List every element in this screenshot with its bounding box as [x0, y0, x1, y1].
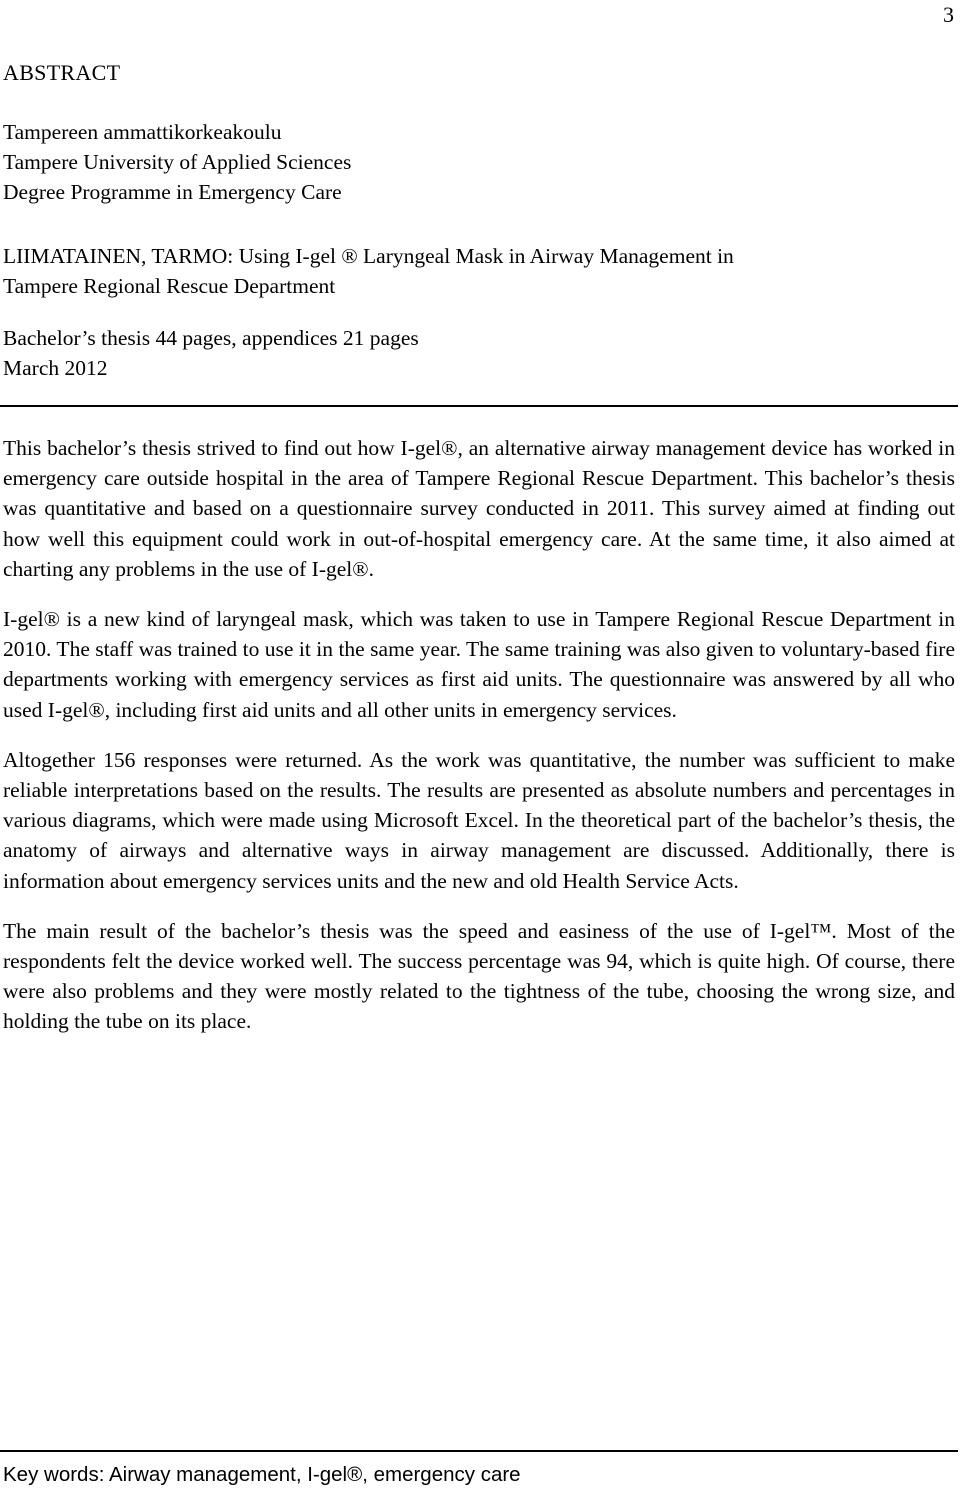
- abstract-paragraph: This bachelor’s thesis strived to find out how I-gel®, an alternative airway management device has worked in emergency care outside hospital in the area of Tampere Regional Rescue Department. This bachelor’s thesis was quantitative and based on a questionnaire survey conducted in 2011. This survey aimed at finding out how well this equipment could work in out-of-hospital emergency care. At the same time, it also aimed at charting any problems in the use of I-gel®.: [3, 436, 955, 581]
- thesis-date: March 2012: [3, 356, 108, 380]
- abstract-paragraph: I-gel® is a new kind of laryngeal mask, which was taken to use in Tampere Regional Rescue Department in 2010. The staff was trained to use it in the same year. The same training was also given to voluntary-based fire departments working with emergency services as first aid units. The questionnaire was answered by all who used I-gel®, including first aid units and all other units in emergency services.: [3, 607, 955, 722]
- thesis-title-line-2: Tampere Regional Rescue Department: [3, 274, 336, 298]
- abstract-paragraph: The main result of the bachelor’s thesis was the speed and easiness of the use of I-gel™. Most of the respondents felt the device worked well. The success percentage was 94, which is quite high. Of course, there were also problems and they were mostly related to the tightness of the tube, choosing the wrong size, and holding the tube on its place.: [3, 918, 955, 1034]
- institution-block: [3, 117, 351, 207]
- institution-name-finnish: Tampereen ammattikorkeakoulu: [3, 120, 282, 144]
- bottom-divider: [0, 1450, 958, 1452]
- abstract-heading: ABSTRACT: [3, 60, 121, 85]
- abstract-body: [3, 433, 955, 1057]
- degree-programme: Degree Programme in Emergency Care: [3, 180, 342, 204]
- top-divider: [0, 405, 958, 407]
- keywords: Key words: Airway management, I-gel®, emergency care: [3, 1463, 521, 1486]
- thesis-title-block: [3, 241, 734, 301]
- thesis-extent: Bachelor’s thesis 44 pages, appendices 21 pages: [3, 326, 419, 350]
- thesis-meta-block: [3, 323, 419, 383]
- thesis-title-line-1: LIIMATAINEN, TARMO: Using I-gel ® Laryngeal Mask in Airway Management in: [3, 244, 734, 268]
- page-number: 3: [943, 2, 954, 27]
- institution-name-english: Tampere University of Applied Sciences: [3, 150, 352, 174]
- abstract-paragraph: Altogether 156 responses were returned. As the work was quantitative, the number was sufficient to make reliable interpretations based on the results. The results are presented as absolute numbers and percentages in various diagrams, which were made using Microsoft Excel. In the theoretical part of the bachelor’s thesis, the anatomy of airways and alternative ways in airway management are discussed. Additionally, there is information about emergency services units and the new and old Health Service Acts.: [3, 747, 955, 893]
